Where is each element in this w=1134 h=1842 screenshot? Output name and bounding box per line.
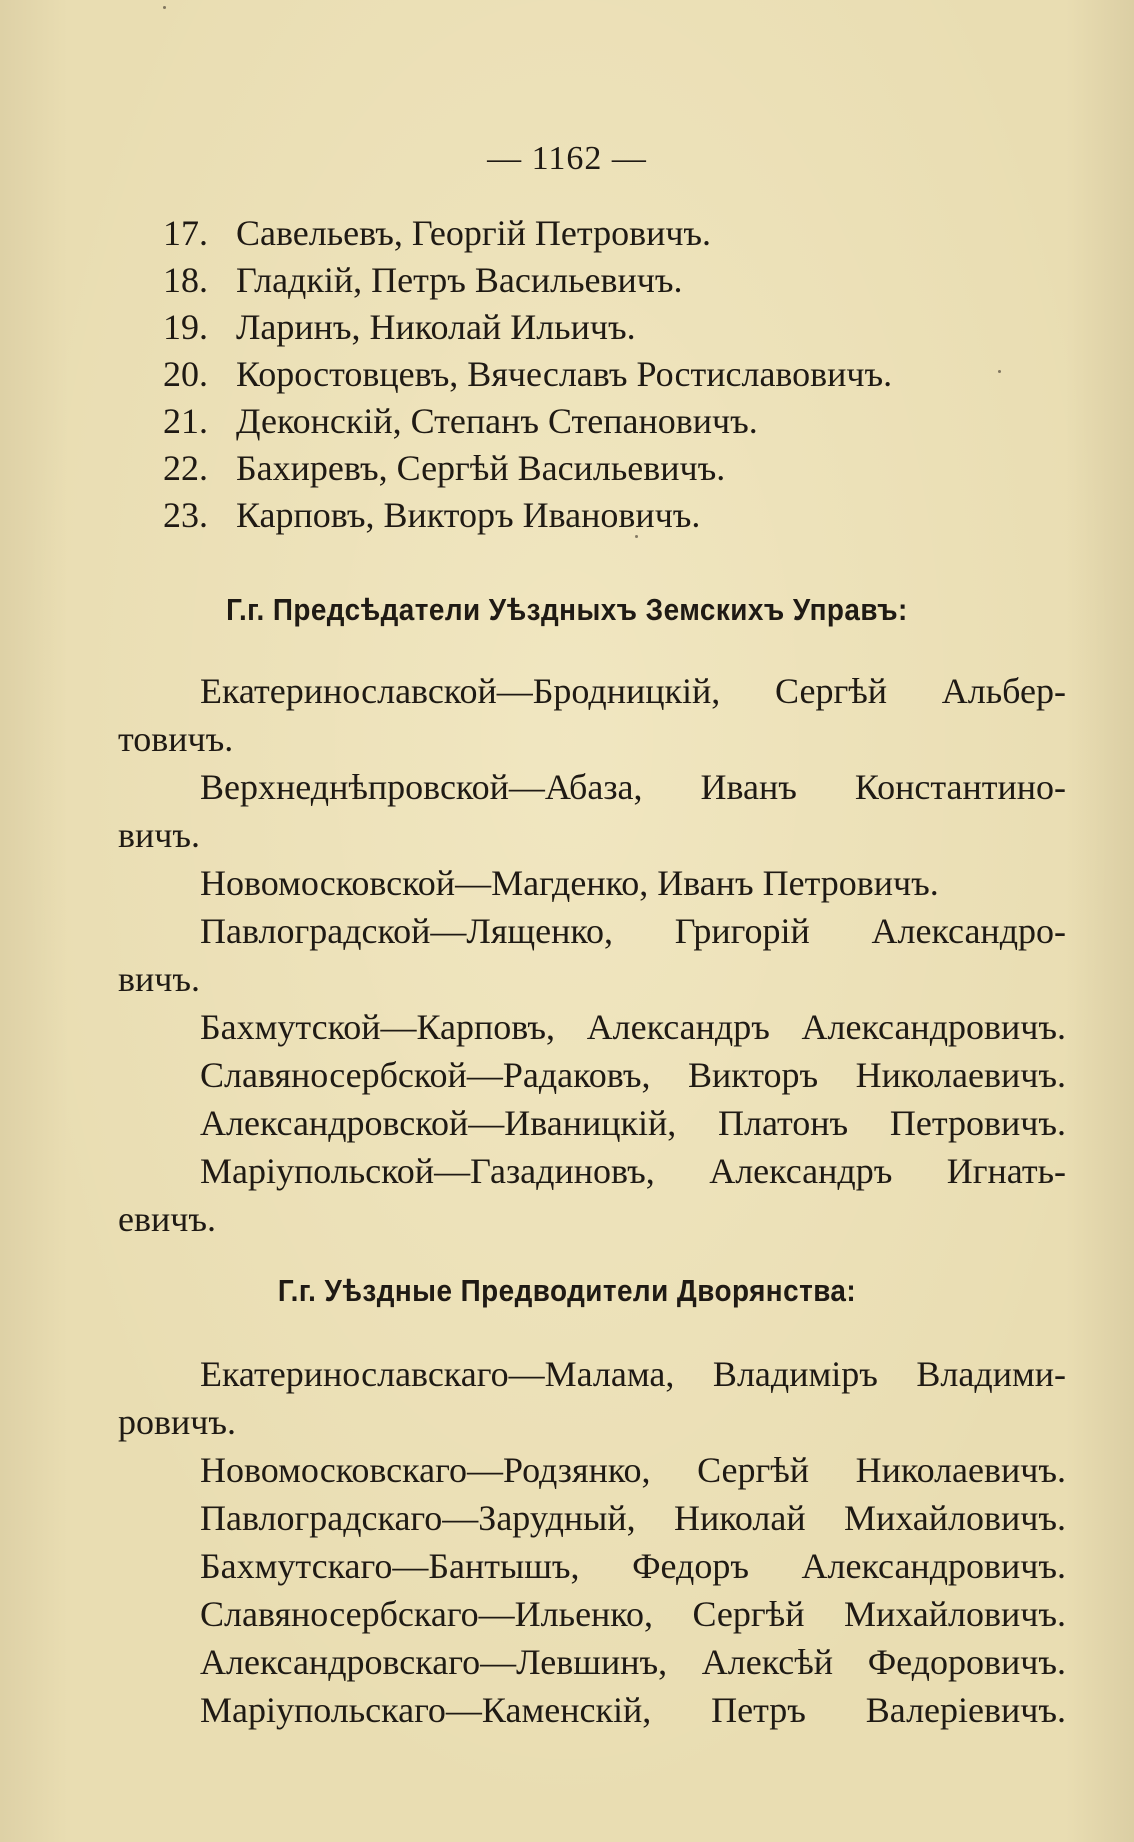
list-item	[0, 445, 1134, 492]
paper-speck	[635, 535, 638, 538]
item-number: 20.	[163, 354, 208, 394]
list-item	[0, 1638, 1134, 1686]
entry-line: Новомосковской—Магденко, Иванъ Петровичъ.	[200, 863, 939, 903]
list-item	[0, 763, 1134, 859]
item-name: Гладкій, Петръ Васильевичъ.	[236, 260, 683, 300]
item-name: Деконскій, Степанъ Степановичъ.	[236, 401, 758, 441]
list-item	[0, 1051, 1134, 1099]
entry-continuation: вичъ.	[118, 959, 200, 999]
entry-line: Екатеринославскаго—Малама, Владиміръ Владими-	[200, 1354, 1066, 1394]
entry-line: Александровской—Иваницкій, Платонъ Петровичъ.	[200, 1103, 1066, 1143]
item-name: Ларинъ, Николай Ильичъ.	[236, 307, 636, 347]
entry-line: Павлоградской—Лященко, Григорій Александро-	[200, 911, 1066, 951]
item-name: Бахиревъ, Сергѣй Васильевичъ.	[236, 448, 726, 488]
item-number: 22.	[163, 448, 208, 488]
list-item	[0, 1350, 1134, 1446]
zemstvo-chairs-list	[0, 667, 1134, 1243]
entry-continuation: ровичъ.	[118, 1402, 236, 1442]
list-item	[0, 1003, 1134, 1051]
list-item	[0, 492, 1134, 539]
list-item	[0, 1147, 1134, 1243]
entry-line: Маріупольскаго—Каменскій, Петръ Валеріевичъ.	[200, 1690, 1066, 1730]
entry-line: Екатеринославской—Бродницкій, Сергѣй Альбер-	[200, 671, 1066, 711]
list-item	[0, 1542, 1134, 1590]
entry-line: Павлоградскаго—Зарудный, Николай Михайловичъ.	[200, 1498, 1066, 1538]
entry-continuation: евичъ.	[118, 1199, 216, 1239]
section-heading-nobility-marshals: Г.г. Уѣздные Предводители Дворянства:	[277, 1273, 857, 1308]
paper-speck	[998, 370, 1001, 373]
entry-line: Бахмутской—Карповъ, Александръ Александровичъ.	[200, 1007, 1066, 1047]
entry-line: Александровскаго—Левшинъ, Алексѣй Федоровичъ.	[200, 1642, 1066, 1682]
paper-speck	[163, 6, 166, 9]
section-heading-zemstvo-chairs: Г.г. Предсѣдатели Уѣздныхъ Земскихъ Управъ:	[226, 592, 908, 627]
list-item	[0, 907, 1134, 1003]
list-item	[0, 1686, 1134, 1734]
list-item	[0, 859, 1134, 907]
item-number: 23.	[163, 495, 208, 535]
entry-line: Маріупольской—Газадиновъ, Александръ Игнать-	[200, 1151, 1066, 1191]
list-item	[0, 398, 1134, 445]
entry-continuation: товичъ.	[118, 719, 234, 759]
item-name: Коростовцевъ, Вячеславъ Ростиславовичъ.	[236, 354, 893, 394]
list-item	[0, 257, 1134, 304]
list-item	[0, 667, 1134, 763]
item-name: Савельевъ, Георгій Петровичъ.	[236, 213, 712, 253]
list-item	[0, 1590, 1134, 1638]
list-item	[0, 304, 1134, 351]
item-number: 21.	[163, 401, 208, 441]
entry-line: Славяносербскаго—Ильенко, Сергѣй Михайловичъ.	[200, 1594, 1066, 1634]
list-item	[0, 210, 1134, 257]
nobility-marshals-list	[0, 1350, 1134, 1734]
item-number: 19.	[163, 307, 208, 347]
entry-line: Верхнеднѣпровской—Абаза, Иванъ Константино-	[200, 767, 1066, 807]
list-item	[0, 1446, 1134, 1494]
item-number: 17.	[163, 213, 208, 253]
page-number: — 1162 —	[487, 140, 647, 177]
numbered-list	[0, 210, 1134, 539]
entry-line: Славяносербской—Радаковъ, Викторъ Николаевичъ.	[200, 1055, 1066, 1095]
list-item	[0, 351, 1134, 398]
entry-line: Новомосковскаго—Родзянко, Сергѣй Николаевичъ.	[200, 1450, 1066, 1490]
entry-line: Бахмутскаго—Бантышъ, Федоръ Александровичъ.	[200, 1546, 1066, 1586]
list-item	[0, 1494, 1134, 1542]
item-name: Карповъ, Викторъ Ивановичъ.	[236, 495, 701, 535]
entry-continuation: вичъ.	[118, 815, 200, 855]
list-item	[0, 1099, 1134, 1147]
item-number: 18.	[163, 260, 208, 300]
